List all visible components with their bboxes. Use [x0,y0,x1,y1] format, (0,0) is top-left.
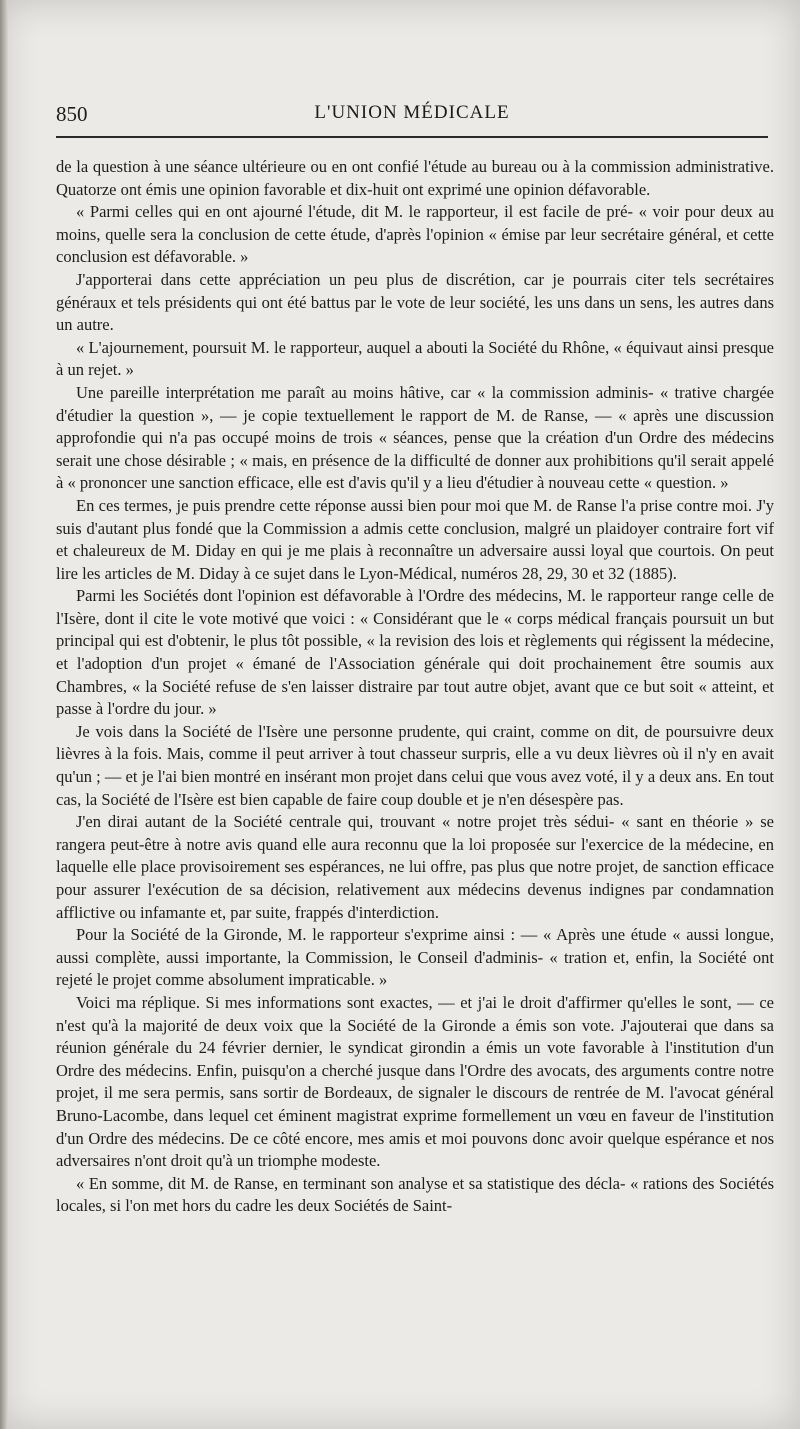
paragraph: En ces termes, je puis prendre cette réponse aussi bien pour moi que M. de Ranse l'a prise contre moi. J'y suis d'autant plus fondé que la Commission a admis cette conclusion, malgré un plaidoyer contraire fort vif et chaleureux de M. Diday en qui je me plais à reconnaître un adversaire aussi loyal que courtois. On peut lire les articles de M. Diday à ce sujet dans le Lyon-Médical, numéros 28, 29, 30 et 32 (1885). [56,495,774,583]
paragraph: « Parmi celles qui en ont ajourné l'étude, dit M. le rapporteur, il est facile de pré- « voir pour deux au moins, quelle sera la conclusion de cette étude, d'après l'opinion « émise par leur secrétaire général, et cette conclusion est défavorable. » [56,202,774,267]
paragraph: « L'ajournement, poursuit M. le rapporteur, auquel a abouti la Société du Rhône, « équivaut ainsi presque à un rejet. » [56,337,774,380]
body-text [56,156,774,1218]
paragraph: Voici ma réplique. Si mes informations sont exactes, — et j'ai le droit d'affirmer qu'elles le sont, — ce n'est qu'à la majorité de deux voix que la Société de la Gironde a émis son vote. J'ajouterai que dans sa réunion générale du 24 février dernier, le syndicat girondin a émis un vote favorable à l'institution d'un Ordre des médecins. Enfin, puisqu'on a cherché jusque dans l'Ordre des avocats, des arguments contre notre projet, il me sera permis, sans sortir de Bordeaux, de signaler le discours de rentrée de M. l'avocat général Bruno-Lacombe, dans lequel cet éminent magistrat exprime formellement un vœu en faveur de l'institution d'un Ordre des médecins. De ce côté encore, mes amis et moi pouvons donc avoir quelque espérance et nos adversaires n'ont droit qu'à un triomphe modeste. [56,992,774,1171]
paragraph: Une pareille interprétation me paraît au moins hâtive, car « la commission adminis- « trative chargée d'étudier la question », — je copie textuellement le rapport de M. de Ranse, — « après une discussion approfondie qui n'a pas occupé moins de trois « séances, pense que la création d'un Ordre des médecins serait une chose désirable ; « mais, en présence de la difficulté de donner aux prohibitions qu'il serait appelé à « prononcer une sanction efficace, elle est d'avis qu'il y a lieu d'étudier à nouveau cette « question. » [56,382,774,493]
page-header [56,98,768,128]
page-number: 850 [56,102,88,126]
running-title: L'UNION MÉDICALE [314,102,510,123]
paragraph: Pour la Société de la Gironde, M. le rapporteur s'exprime ainsi : — « Après une étude « aussi longue, aussi complète, aussi importante, la Commission, le Conseil d'adminis- « tration et, enfin, la Société ont rejeté le projet comme absolument impraticable. » [56,925,774,990]
page-left-edge [0,0,8,1429]
paragraph: J'apporterai dans cette appréciation un peu plus de discrétion, car je pourrais citer tels secrétaires généraux et tels présidents qui ont été battus par le vote de leur société, les uns dans un sens, les autres dans un autre. [56,269,774,335]
paragraph: J'en dirai autant de la Société centrale qui, trouvant « notre projet très sédui- « sant en théorie » se rangera peut-être à notre avis quand elle aura reconnu que la loi proposée sur l'exercice de la médecine, en laquelle elle place provisoirement ses espérances, ne lui offre, pas plus que notre projet, de sanction efficace pour assurer l'exécution de sa décision, relativement aux médecins devenus indignes par condamnation afflictive ou infamante et, par suite, frappés d'interdiction. [56,812,774,922]
header-rule [56,136,768,138]
paragraph: Je vois dans la Société de l'Isère une personne prudente, qui craint, comme on dit, de poursuivre deux lièvres à la fois. Mais, comme il peut arriver à tout chasseur surpris, elle a vu deux lièvres où il n'y en avait qu'un ; — et je l'ai bien montré en insérant mon projet dans celui que vous avez voté, il y a deux ans. En tout cas, la Société de l'Isère est bien capable de faire coup double et je n'en désespère pas. [56,721,774,809]
paragraph: de la question à une séance ultérieure ou en ont confié l'étude au bureau ou à la commission administrative. Quatorze ont émis une opinion favorable et dix-huit ont exprimé une opinion défavorable. [56,157,774,199]
paragraph: Parmi les Sociétés dont l'opinion est défavorable à l'Ordre des médecins, M. le rapporteur range celle de l'Isère, dont il cite le vote motivé que voici : « Considérant que le « corps médical français poursuit un but principal qui est d'obtenir, le plus tôt possible, « la revision des lois et règlements qui régissent la médecine, et l'adoption d'un projet « émané de l'Association générale qui doit prochainement être soumis aux Chambres, « la Société refuse de s'en laisser distraire par tout autre objet, avant que ce but soit « atteint, et passe à l'ordre du jour. » [56,586,774,719]
paragraph: « En somme, dit M. de Ranse, en terminant son analyse et sa statistique des décla- « rations des Sociétés locales, si l'on met hors du cadre les deux Sociétés de Saint- [56,1173,774,1216]
